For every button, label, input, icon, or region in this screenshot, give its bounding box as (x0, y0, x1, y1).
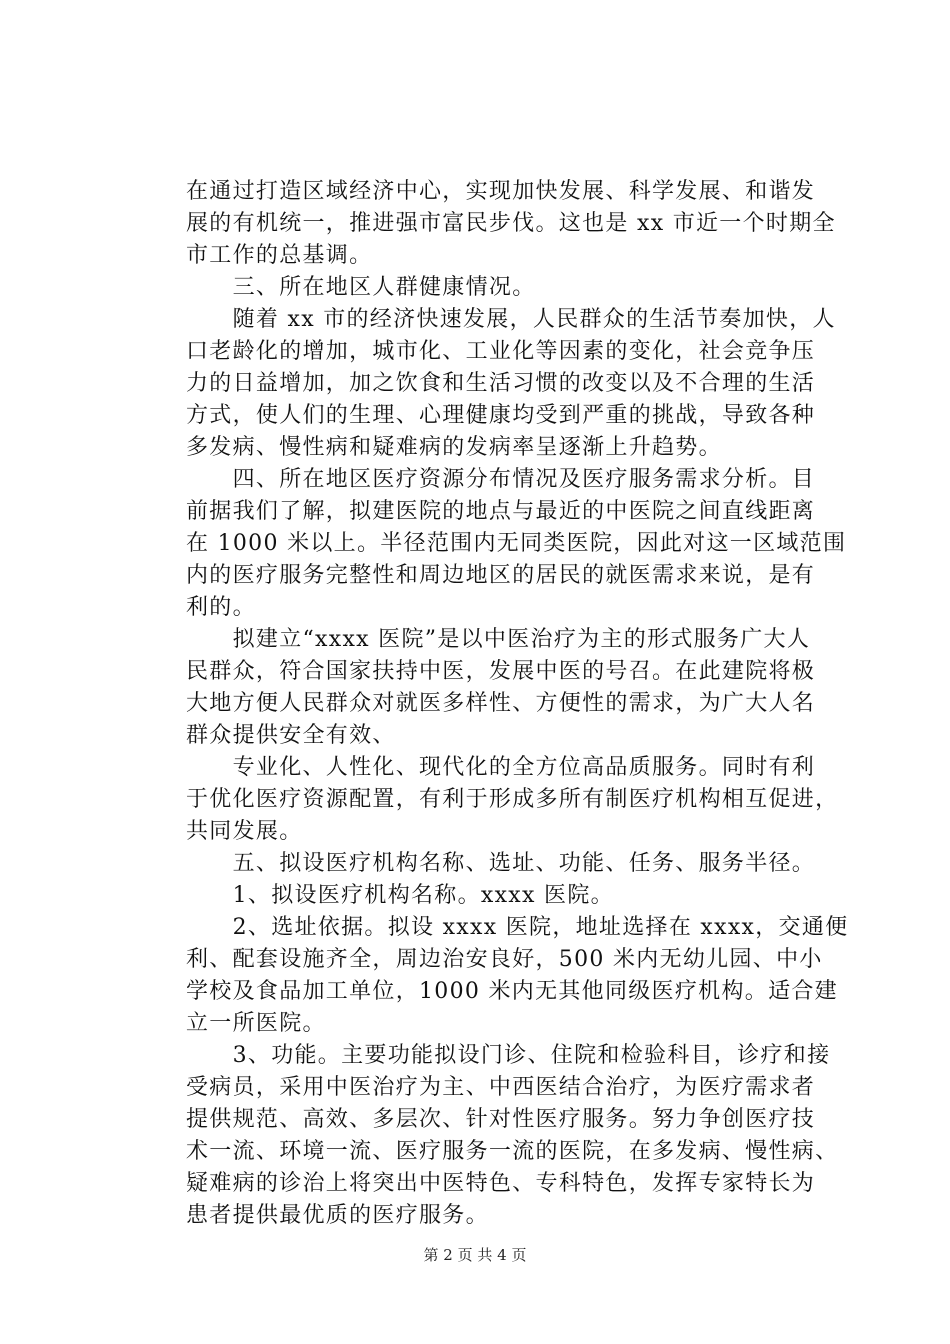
text-line: 提供规范、高效、多层次、针对性医疗服务。努力争创医疗技 (186, 1107, 816, 1132)
text-line: 拟建立“xxxx 医院”是以中医治疗为主的形式服务广大人 (186, 627, 811, 652)
text-line: 口老龄化的增加，城市化、工业化等因素的变化，社会竞争压 (186, 339, 816, 364)
section-heading-5: 五、拟设医疗机构名称、选址、功能、任务、服务半径。 (186, 851, 816, 876)
text-line: 民群众，符合国家扶持中医，发展中医的号召。在此建院将极 (186, 659, 816, 684)
text-line: 患者提供最优质的医疗服务。 (186, 1203, 489, 1228)
page-number-footer: 第 2 页 共 4 页 (423, 1246, 527, 1264)
text-line: 力的日益增加，加之饮食和生活习惯的改变以及不合理的生活 (186, 371, 816, 396)
text-line: 利的。 (186, 595, 256, 620)
text-line: 在 1000 米以上。半径范围内无同类医院，因此对这一区域范围 (186, 531, 847, 556)
text-line: 方式，使人们的生理、心理健康均受到严重的挑战，导致各种 (186, 403, 816, 428)
text-line: 于优化医疗资源配置，有利于形成多所有制医疗机构相互促进， (186, 787, 839, 812)
text-line: 学校及食品加工单位，1000 米内无其他同级医疗机构。适合建 (186, 979, 838, 1004)
text-line: 立一所医院。 (186, 1011, 326, 1036)
text-line: 1、拟设医疗机构名称。xxxx 医院。 (186, 883, 614, 908)
text-line: 利、配套设施齐全，周边治安良好，500 米内无幼儿园、中小 (186, 947, 823, 972)
text-line: 3、功能。主要功能拟设门诊、住院和检验科目，诊疗和接 (186, 1043, 831, 1068)
text-line: 2、选址依据。拟设 xxxx 医院，地址选择在 xxxx，交通便 (186, 915, 849, 940)
section-heading-4: 四、所在地区医疗资源分布情况及医疗服务需求分析。目 (186, 467, 816, 492)
text-line: 群众提供安全有效、 (186, 723, 396, 748)
text-line: 内的医疗服务完整性和周边地区的居民的就医需求来说，是有 (186, 563, 816, 588)
text-line: 共同发展。 (186, 819, 303, 844)
section-heading-3: 三、所在地区人群健康情况。 (186, 275, 536, 300)
text-line: 展的有机统一，推进强市富民步伐。这也是 xx 市近一个时期全 (186, 211, 836, 236)
text-line: 疑难病的诊治上将突出中医特色、专科特色，发挥专家特长为 (186, 1171, 816, 1196)
document-body (186, 176, 849, 1232)
text-line: 术一流、环境一流、医疗服务一流的医院，在多发病、慢性病、 (186, 1139, 839, 1164)
text-line: 专业化、人性化、现代化的全方位高品质服务。同时有利 (186, 755, 816, 780)
text-line: 多发病、慢性病和疑难病的发病率呈逐渐上升趋势。 (186, 435, 722, 460)
text-line: 受病员，采用中医治疗为主、中西医结合治疗，为医疗需求者 (186, 1075, 816, 1100)
text-line: 大地方便人民群众对就医多样性、方便性的需求，为广大人名 (186, 691, 816, 716)
text-line: 前据我们了解，拟建医院的地点与最近的中医院之间直线距离 (186, 499, 816, 524)
text-line: 市工作的总基调。 (186, 243, 373, 268)
text-line: 在通过打造区域经济中心，实现加快发展、科学发展、和谐发 (186, 179, 816, 204)
text-line: 随着 xx 市的经济快速发展，人民群众的生活节奏加快，人 (186, 307, 836, 332)
